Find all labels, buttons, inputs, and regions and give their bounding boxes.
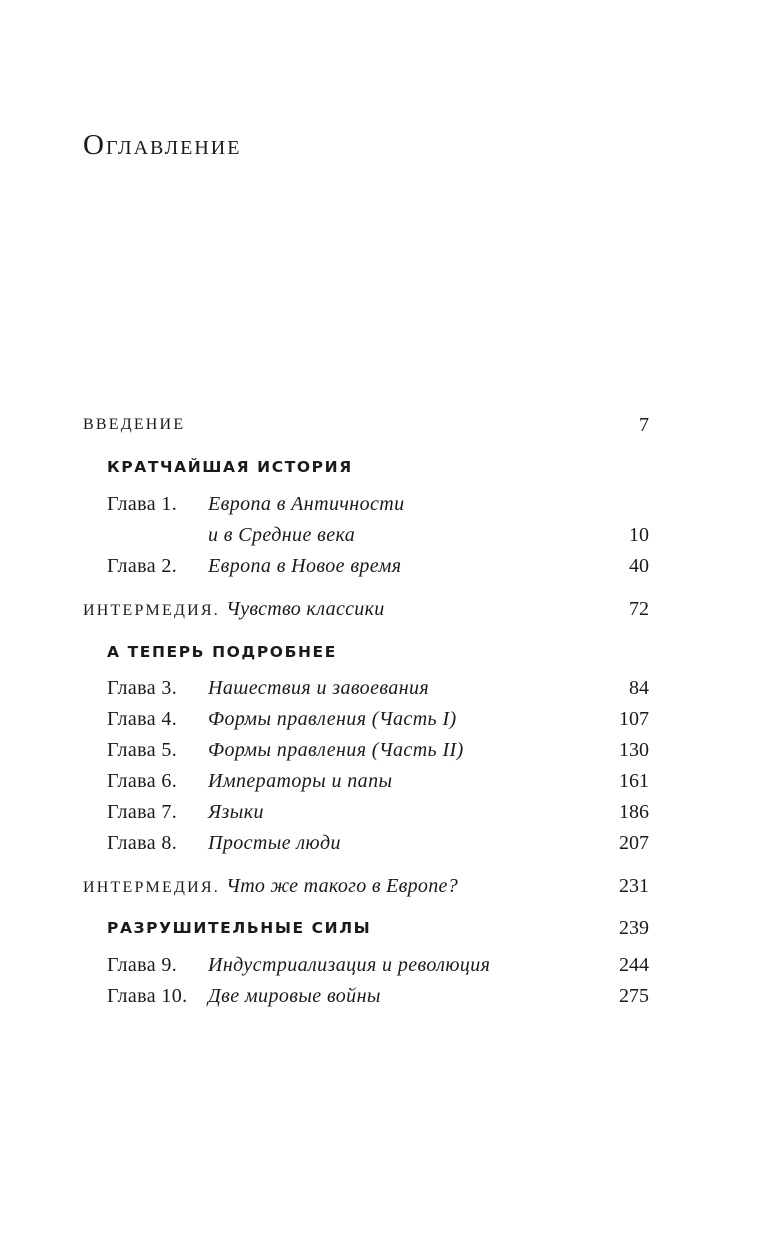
chapter-number: Глава 1. (107, 493, 178, 515)
chapter-number: Глава 6. (107, 770, 178, 792)
interlude-label (83, 595, 385, 625)
toc-entry-chapter-7[interactable] (0, 798, 768, 826)
intro-label: ВВЕДЕНИЕ (83, 416, 186, 433)
page-number: 72 (629, 598, 649, 620)
toc-entry-chapter-4[interactable] (0, 705, 768, 733)
interlude-title: Чувство классики (226, 598, 385, 620)
chapter-number: Глава 7. (107, 801, 178, 823)
interlude-caps: ИНТЕРМЕДИЯ. (83, 879, 220, 896)
toc-entry-chapter-1-continued[interactable] (0, 521, 768, 549)
toc-entry-chapter-5[interactable] (0, 736, 768, 764)
section-heading-in-detail[interactable] (0, 638, 768, 666)
page-number: 244 (619, 954, 649, 976)
toc-entry-interlude-2[interactable] (0, 872, 768, 900)
chapter-title: Индустриализация и революция (208, 954, 491, 976)
toc-entry-intro[interactable] (0, 411, 768, 439)
chapter-number: Глава 8. (107, 832, 178, 854)
interlude-title: Что же такого в Европе? (226, 875, 458, 897)
toc-entry-chapter-3[interactable] (0, 674, 768, 702)
section-label: РАЗРУШИТЕЛЬНЫЕ СИЛЫ (107, 919, 372, 937)
toc-entry-interlude-1[interactable] (0, 595, 768, 623)
section-heading-destructive-forces[interactable] (0, 914, 768, 942)
chapter-title-continued: и в Средние века (208, 524, 356, 546)
chapter-title: Простые люди (208, 832, 341, 854)
page-number: 275 (619, 985, 649, 1007)
toc-entry-chapter-1[interactable] (0, 490, 768, 518)
page-number: 10 (629, 524, 649, 546)
chapter-number: Глава 4. (107, 708, 178, 730)
chapter-number: Глава 3. (107, 677, 178, 699)
page-number: 186 (619, 801, 649, 823)
section-heading-shortest-history[interactable] (0, 453, 768, 481)
page-number: 231 (619, 875, 649, 897)
page-title: Оглавление (83, 129, 242, 161)
toc-entry-chapter-2[interactable] (0, 552, 768, 580)
page-number: 130 (619, 739, 649, 761)
page-number: 207 (619, 832, 649, 854)
toc-entry-chapter-10[interactable] (0, 982, 768, 1010)
toc-entry-chapter-8[interactable] (0, 829, 768, 857)
chapter-number: Глава 5. (107, 739, 178, 761)
page-number: 107 (619, 708, 649, 730)
section-label: КРАТЧАЙШАЯ ИСТОРИЯ (107, 458, 353, 476)
toc-entry-chapter-9[interactable] (0, 951, 768, 979)
page-number: 84 (629, 677, 649, 699)
chapter-number: Глава 10. (107, 985, 188, 1007)
chapter-title: Европа в Новое время (208, 555, 402, 577)
chapter-number: Глава 2. (107, 555, 178, 577)
interlude-label (83, 872, 458, 902)
chapter-title: Языки (208, 801, 264, 823)
chapter-title: Европа в Античности (208, 493, 405, 515)
chapter-title: Формы правления (Часть I) (208, 708, 457, 730)
section-label: А ТЕПЕРЬ ПОДРОБНЕЕ (107, 643, 337, 661)
page-number: 40 (629, 555, 649, 577)
page-number: 7 (639, 414, 649, 436)
toc-entry-chapter-6[interactable] (0, 767, 768, 795)
page-number: 161 (619, 770, 649, 792)
chapter-number: Глава 9. (107, 954, 178, 976)
chapter-title: Императоры и папы (208, 770, 393, 792)
chapter-title: Формы правления (Часть II) (208, 739, 464, 761)
chapter-title: Нашествия и завоевания (208, 677, 430, 699)
chapter-title: Две мировые войны (208, 985, 381, 1007)
page-number: 239 (619, 917, 649, 939)
interlude-caps: ИНТЕРМЕДИЯ. (83, 602, 220, 619)
